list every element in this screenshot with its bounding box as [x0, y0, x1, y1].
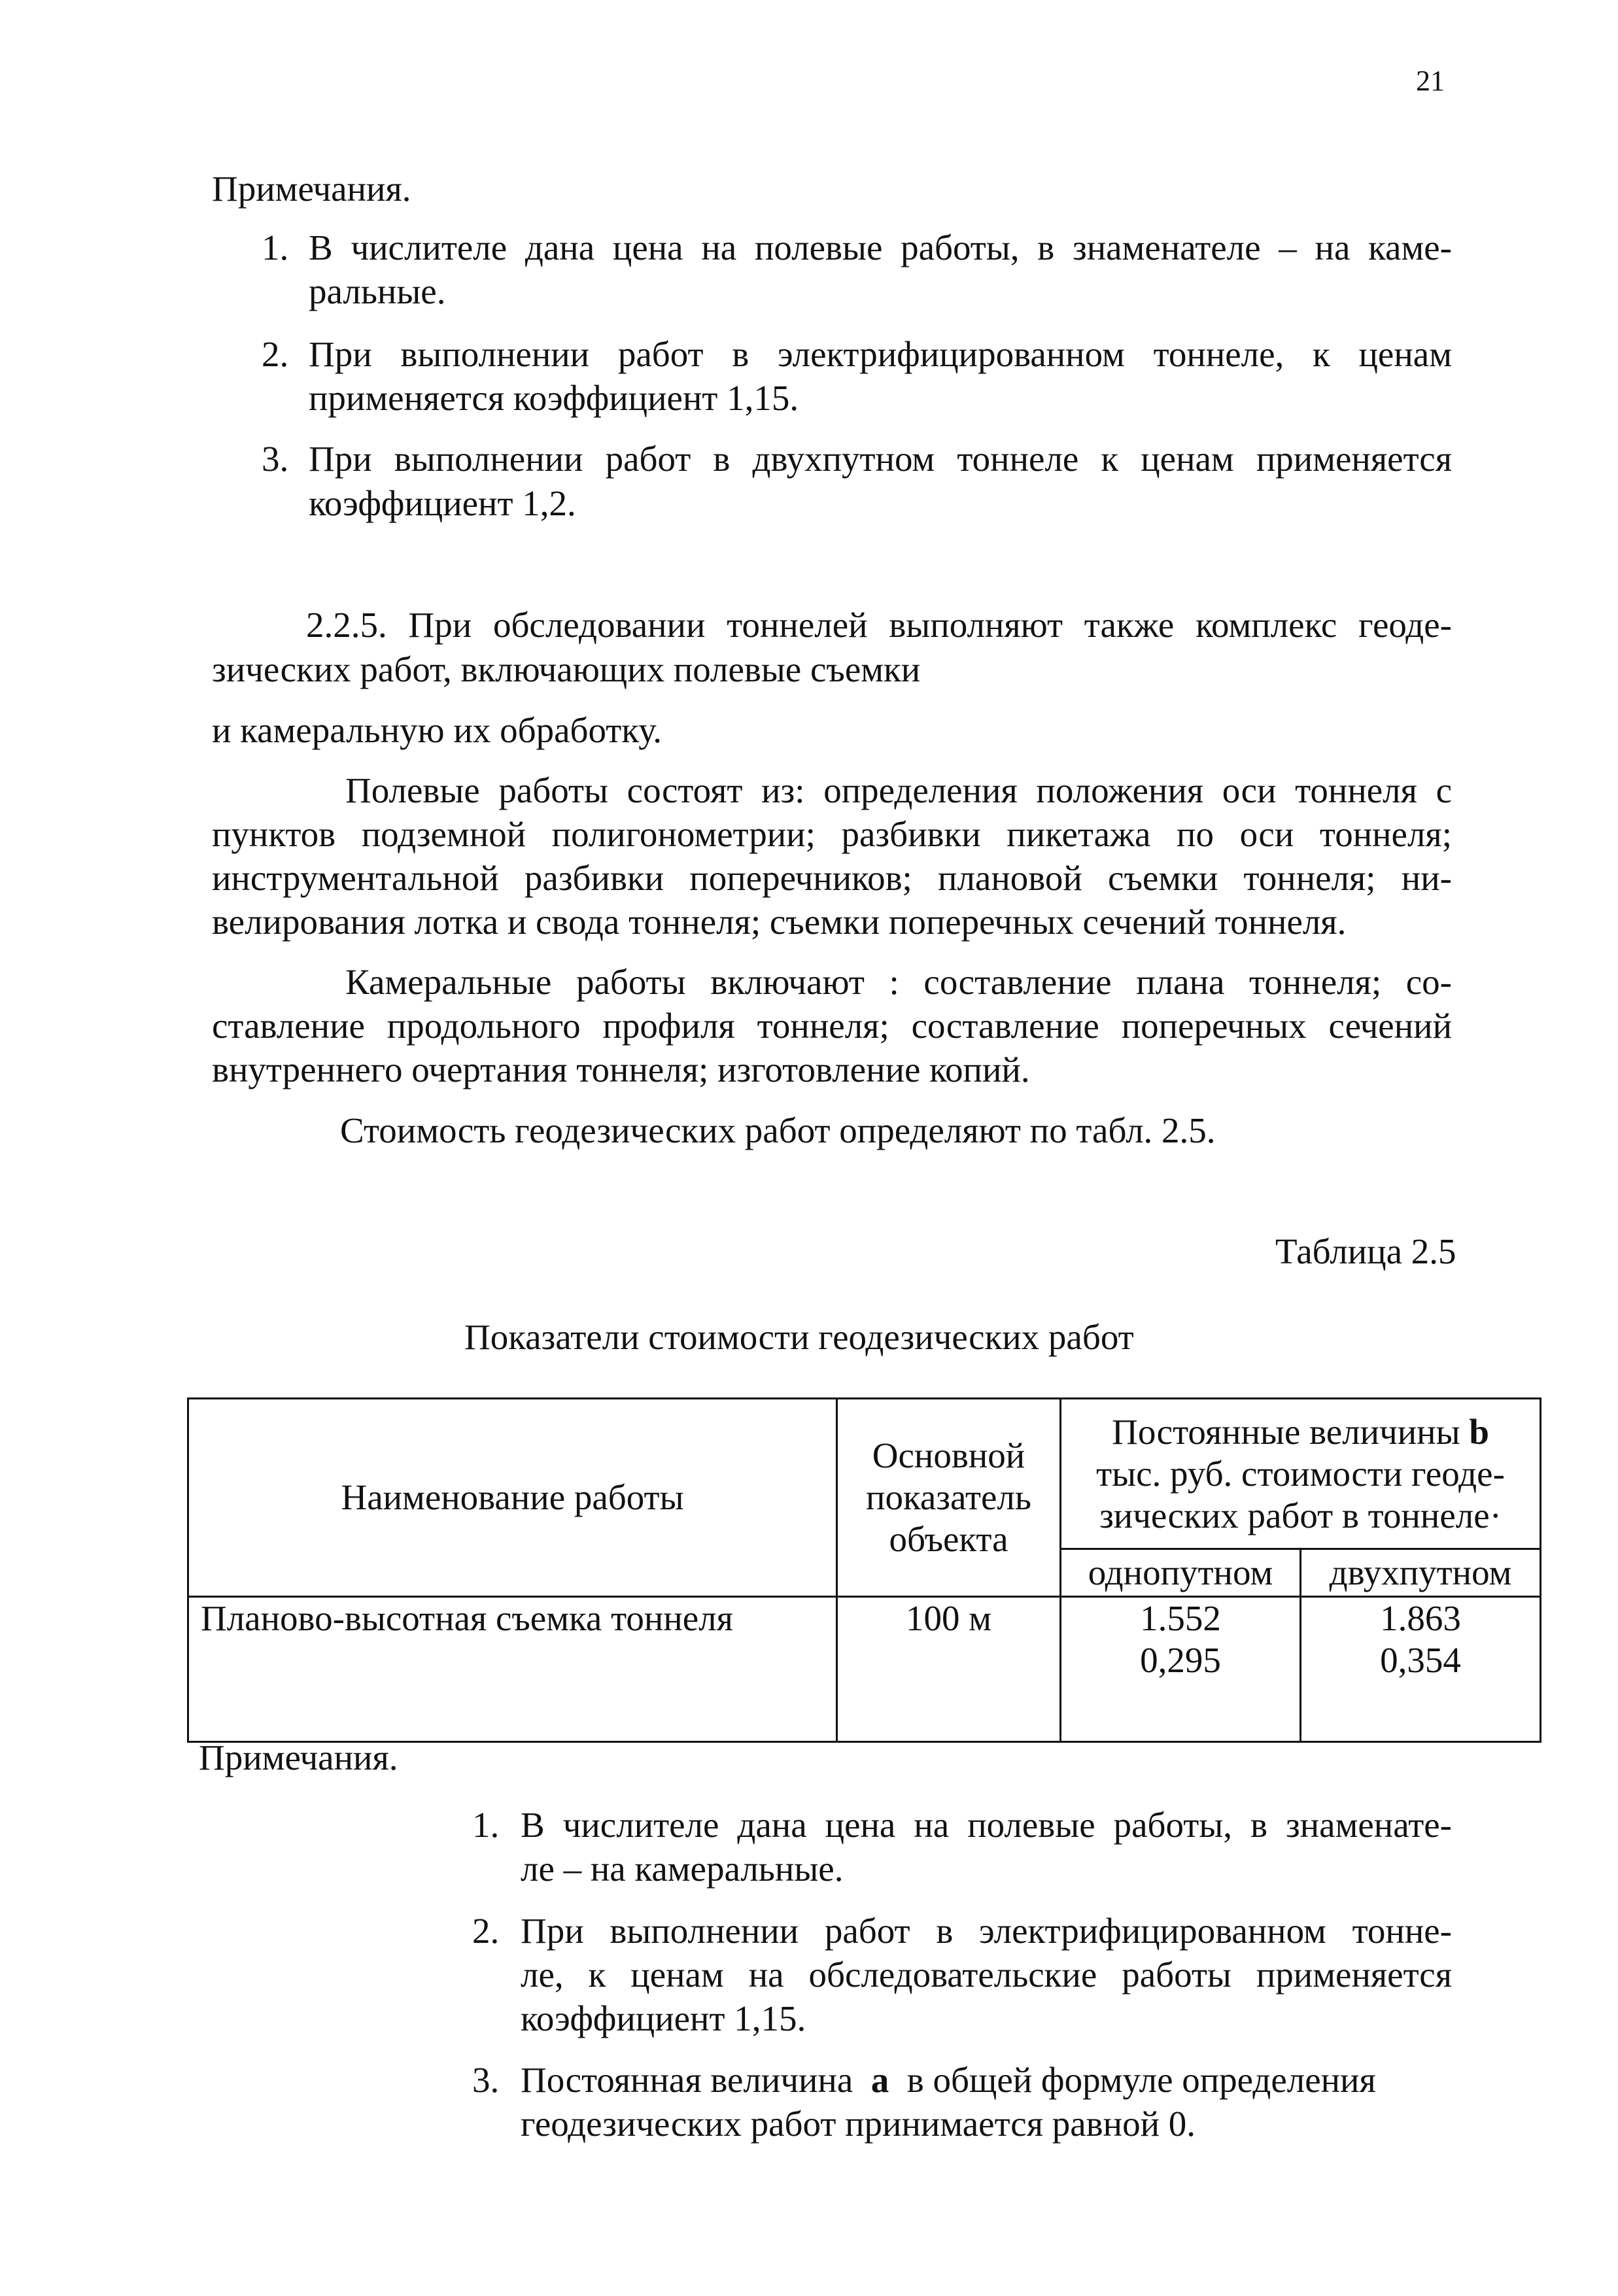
notes-bottom-item-2-line-3: коэффициент 1,15.: [521, 1998, 806, 2038]
notes-top-item-2-number: 2.: [262, 334, 289, 374]
notes-bottom-item-3-number: 3.: [472, 2060, 500, 2100]
office-works-line-1: Камеральные работы включают : составление плана тоннеля; со-: [345, 962, 1452, 1002]
notes-bottom-item-2-number: 2.: [472, 1911, 500, 1951]
header-single-track: однопутном: [1061, 1549, 1301, 1597]
table-label: Таблица 2.5: [1275, 1231, 1456, 1271]
notes-bottom-item-1-line-2: ле – на камеральные.: [521, 1849, 844, 1889]
notes-top-item-1-line-1: В числителе дана цена на полевые работы, в знаменателе – на каме-: [309, 228, 1452, 267]
header-constants: [1061, 1399, 1541, 1549]
header-constants-symbol-b: b: [1469, 1411, 1489, 1452]
notes-top-heading: Примечания.: [212, 169, 411, 209]
notes-top-item-2-line-1: При выполнении работ в электрифицированном тоннеле, к ценам: [309, 334, 1452, 374]
section-2-2-5-line-2: зических работ, включающих полевые съемки: [212, 649, 921, 689]
header-indicator-line-1: Основной: [872, 1435, 1025, 1475]
row-work-name: Планово-высотная съемка тоннеля: [188, 1597, 837, 1742]
row-single-track-office: 0,295: [1140, 1640, 1221, 1680]
notes-bottom-item-3-line-2: геодезических работ принимается равной 0.: [521, 2104, 1196, 2144]
notes-bottom-item-1-number: 1.: [472, 1805, 500, 1845]
row-double-track-values: [1301, 1597, 1541, 1742]
cost-paragraph: Стоимость геодезических работ определяют по табл. 2.5.: [340, 1110, 1216, 1150]
row-single-track-field: 1.552: [1140, 1598, 1221, 1638]
notes-top-item-3-line-1: При выполнении работ в двухпутном тоннеле к ценам применяется: [309, 439, 1452, 479]
notes-bottom-heading: Примечания.: [199, 1738, 398, 1777]
cost-table: [187, 1397, 1541, 1743]
section-2-2-5-line-3: и камеральную их обработку.: [212, 710, 662, 750]
notes-bottom-item-2-line-2: ле, к ценам на обследовательские работы применяется: [521, 1955, 1452, 1995]
field-works-line-4: велирования лотка и свода тоннеля; съемки поперечных сечений тоннеля.: [212, 902, 1347, 942]
field-works-line-3: инструментальной разбивки поперечников; плановой съемки тоннеля; ни-: [212, 858, 1452, 898]
notes-bottom-item-3-text-b: в общей формуле определения: [889, 2060, 1376, 2100]
header-work-name: [188, 1399, 837, 1597]
header-indicator-line-2: показатель: [866, 1477, 1031, 1517]
row-indicator: 100 м: [837, 1597, 1061, 1742]
table-row: [188, 1597, 1541, 1742]
table-title: Показатели стоимости геодезических работ: [464, 1317, 1134, 1357]
header-constants-line-1: [1068, 1411, 1533, 1453]
header-double-track: двухпутном: [1301, 1549, 1541, 1597]
notes-bottom-item-2-line-1: При выполнении работ в электрифицированном тонне-: [521, 1911, 1452, 1951]
field-works-line-1: Полевые работы состоят из: определения положения оси тоннеля с: [345, 770, 1452, 810]
page-number: 21: [1416, 65, 1445, 97]
notes-top-item-3-line-2: коэффициент 1,2.: [309, 483, 576, 523]
office-works-line-2: ставление продольного профиля тоннеля; составление поперечных сечений: [212, 1006, 1452, 1046]
row-double-track-office: 0,354: [1380, 1640, 1461, 1680]
header-work-name-text: Наименование работы: [341, 1477, 684, 1517]
row-single-track-values: [1061, 1597, 1301, 1742]
constant-a-symbol: а: [870, 2060, 889, 2100]
field-works-line-2: пунктов подземной полигонометрии; разбивки пикетажа по оси тоннеля;: [212, 814, 1452, 854]
row-double-track-field: 1.863: [1380, 1598, 1461, 1638]
section-2-2-5-line-1: 2.2.5. При обследовании тоннелей выполняют также комплекс геоде-: [306, 605, 1452, 645]
notes-bottom-item-1-line-1: В числителе дана цена на полевые работы, в знаменате-: [521, 1805, 1452, 1845]
notes-bottom-item-3-line-1: [521, 2058, 1376, 2102]
notes-bottom-item-3-text-a: Постоянная величина: [521, 2060, 871, 2100]
header-constants-line-1-text: Постоянные величины: [1112, 1411, 1470, 1452]
office-works-line-3: внутреннего очертания тоннеля; изготовление копий.: [212, 1050, 1030, 1089]
header-constants-line-3: зических работ в тоннеле·: [1099, 1495, 1502, 1535]
notes-top-item-1-number: 1.: [262, 228, 289, 267]
header-constants-line-2: тыс. руб. стоимости геоде-: [1096, 1453, 1505, 1494]
header-indicator: [837, 1399, 1061, 1597]
notes-top-item-1-line-2: ральные.: [309, 271, 446, 311]
header-indicator-line-3: объекта: [889, 1519, 1008, 1559]
notes-top-item-3-number: 3.: [262, 439, 289, 479]
notes-top-item-2-line-2: применяется коэффициент 1,15.: [309, 378, 799, 418]
